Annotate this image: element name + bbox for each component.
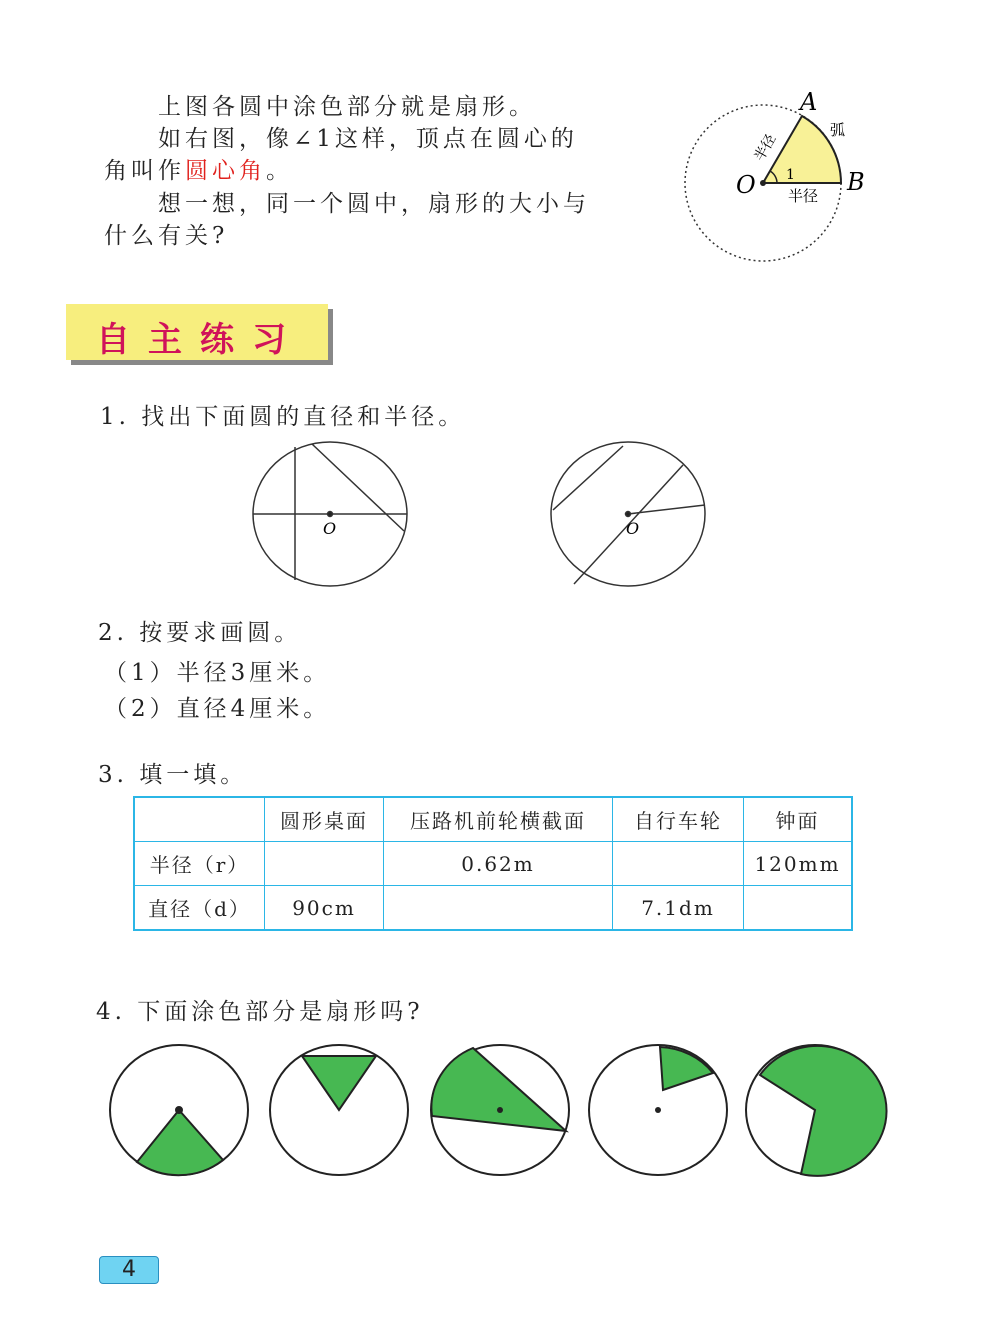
intro-line: 上图各圆中涂色部分就是扇形。 — [158, 94, 536, 120]
table-header-row — [134, 797, 852, 842]
table-row — [134, 886, 852, 931]
sector-diagram — [685, 88, 865, 261]
label-angle: 1 — [786, 167, 795, 183]
label-o: O — [323, 519, 337, 538]
q2-item: （2）直径4厘米。 — [104, 696, 331, 722]
cell[interactable] — [744, 886, 853, 931]
text: 。 — [266, 158, 293, 184]
label-radius: 半径 — [788, 187, 819, 205]
fill-table — [133, 796, 853, 931]
q3-title: 3. 填一填。 — [98, 762, 248, 788]
q1-circle-1 — [253, 442, 407, 586]
q1-circle-2 — [551, 442, 705, 586]
page-number: 4 — [99, 1256, 159, 1284]
q2-title: 2. 按要求画圆。 — [98, 620, 302, 646]
header-cell: 自行车轮 — [613, 797, 744, 842]
cell[interactable] — [384, 886, 613, 931]
row-label: 半径（r） — [134, 842, 265, 886]
header-cell: 钟面 — [744, 797, 853, 842]
term-central-angle: 圆心角 — [185, 158, 266, 184]
q4-circle-3 — [431, 1045, 569, 1175]
label-radius: 半径 — [751, 131, 780, 164]
label-A: A — [800, 88, 818, 116]
intro-line: 想一想，同一个圆中，扇形的大小与 — [158, 191, 590, 217]
label-B: B — [847, 168, 865, 196]
header-cell — [134, 797, 265, 842]
q4-circle-5 — [746, 1045, 887, 1176]
intro-line: 如右图，像∠1这样，顶点在圆心的 — [158, 126, 578, 152]
banner-title: 自主练习 — [96, 320, 304, 360]
q4-circle-2 — [270, 1045, 408, 1175]
q4-title: 4. 下面涂色部分是扇形吗? — [96, 999, 424, 1025]
q1-title: 1. 找出下面圆的直径和半径。 — [100, 404, 466, 430]
table-row — [134, 842, 852, 886]
label-O: O — [736, 171, 756, 199]
header-cell: 圆形桌面 — [265, 797, 384, 842]
label-o: O — [626, 519, 640, 538]
cell: 90cm — [265, 886, 384, 931]
section-banner — [66, 304, 328, 360]
q4-circle-4 — [589, 1045, 727, 1175]
q4-circle-1 — [110, 1045, 248, 1175]
cell: 0.62m — [384, 842, 613, 886]
cell: 7.1dm — [613, 886, 744, 931]
header-cell: 压路机前轮横截面 — [384, 797, 613, 842]
row-label: 直径（d） — [134, 886, 265, 931]
text: 角叫作 — [104, 158, 185, 184]
cell[interactable] — [265, 842, 384, 886]
cell: 120mm — [744, 842, 853, 886]
label-arc: 弧 — [830, 121, 846, 139]
cell[interactable] — [613, 842, 744, 886]
q2-item: （1）半径3厘米。 — [104, 660, 331, 686]
intro-line: 什么有关? — [104, 223, 229, 249]
